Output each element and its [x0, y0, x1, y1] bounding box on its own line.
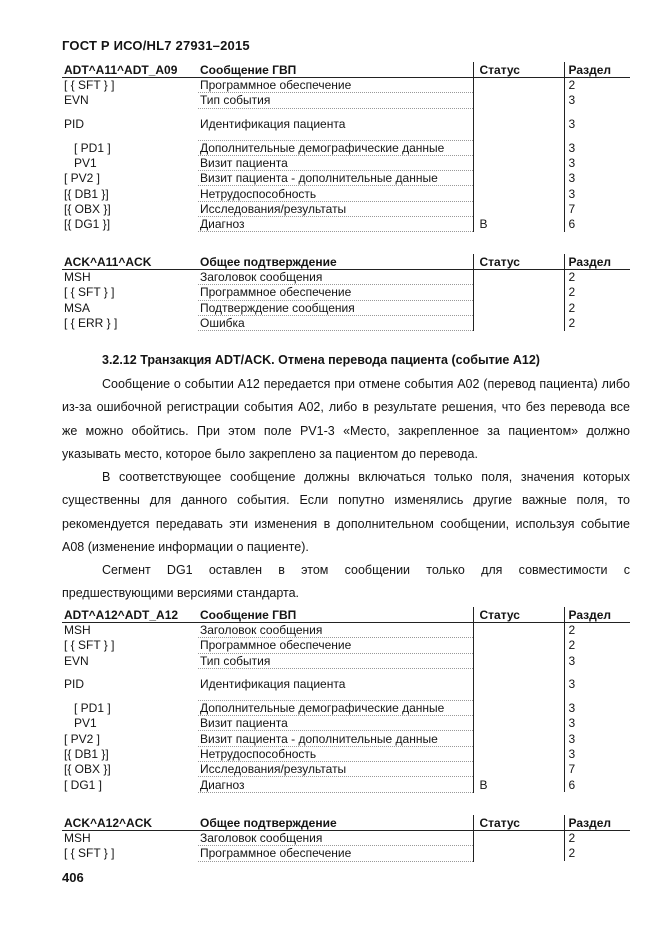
- document-header: ГОСТ Р ИСО/HL7 27931–2015: [62, 38, 250, 53]
- status-cell: [473, 186, 564, 201]
- column-header-status: Статус: [473, 815, 564, 831]
- section-cell: 2: [564, 300, 630, 315]
- segment-cell: [ PD1 ]: [74, 140, 111, 155]
- segment-cell: [{ OBX }]: [64, 201, 111, 216]
- table-header-row: [62, 62, 630, 78]
- description-cell: Идентификация пациента: [198, 108, 473, 140]
- table-row: [62, 731, 630, 746]
- segment-cell: MSH: [64, 623, 91, 638]
- section-cell: 2: [564, 285, 630, 300]
- description-cell: Визит пациента - дополнительные данные: [198, 171, 473, 186]
- segment-cell: [ { ERR } ]: [64, 316, 118, 331]
- description-cell: Программное обеспечение: [198, 638, 473, 653]
- column-header-segment: ADT^A11^ADT_A09: [62, 62, 198, 78]
- status-cell: B: [473, 217, 564, 232]
- table-header-row: [62, 607, 630, 623]
- segment-cell: [ DG1 ]: [64, 777, 103, 792]
- status-cell: [473, 762, 564, 777]
- table-row: [62, 155, 630, 170]
- description-cell: Подтверждение сообщения: [198, 300, 473, 315]
- description-cell: Тип события: [198, 93, 473, 108]
- section-cell: 3: [564, 108, 630, 140]
- description-cell: Дополнительные демографические данные: [198, 700, 473, 715]
- table-row: [62, 846, 630, 861]
- table-row: [62, 285, 630, 300]
- status-cell: [473, 171, 564, 186]
- table-row: [62, 716, 630, 731]
- status-cell: [473, 108, 564, 140]
- segment-cell: [{ OBX }]: [64, 762, 111, 777]
- table-header-row: [62, 815, 630, 831]
- table-row: [62, 186, 630, 201]
- section-cell: 3: [564, 700, 630, 715]
- description-cell: Заголовок сообщения: [198, 270, 473, 285]
- segment-cell: [ { SFT } ]: [64, 285, 115, 300]
- segment-cell: [{ DB1 }]: [64, 746, 109, 761]
- description-cell: Визит пациента: [198, 155, 473, 170]
- description-cell: Нетрудоспособность: [198, 186, 473, 201]
- section-cell: 2: [564, 315, 630, 330]
- column-header-description: Общее подтверждение: [198, 815, 473, 831]
- section-cell: 3: [564, 140, 630, 155]
- status-cell: [473, 831, 564, 846]
- column-header-segment: ACK^A12^ACK: [62, 815, 198, 831]
- segment-cell: EVN: [64, 653, 89, 668]
- status-cell: [473, 285, 564, 300]
- message-table-ack-a11: [62, 254, 630, 331]
- table-row: [62, 777, 630, 792]
- description-cell: Исследования/результаты: [198, 762, 473, 777]
- column-header-description: Общее подтверждение: [198, 254, 473, 270]
- table-row: [62, 831, 630, 846]
- column-header-section: Раздел: [564, 254, 630, 270]
- table-row: [62, 638, 630, 653]
- segment-cell: [ { SFT } ]: [64, 846, 115, 861]
- section-cell: 2: [564, 831, 630, 846]
- table-row: [62, 93, 630, 108]
- description-cell: Заголовок сообщения: [198, 831, 473, 846]
- description-cell: Заголовок сообщения: [198, 623, 473, 638]
- message-table-adt-a12: [62, 607, 630, 793]
- description-cell: Ошибка: [198, 315, 473, 330]
- table-row: [62, 270, 630, 285]
- table-row: [62, 315, 630, 330]
- section-cell: 3: [564, 716, 630, 731]
- description-cell: Диагноз: [198, 217, 473, 232]
- section-cell: 7: [564, 762, 630, 777]
- segment-cell: [ { SFT } ]: [64, 638, 115, 653]
- status-cell: [473, 270, 564, 285]
- description-cell: Нетрудоспособность: [198, 746, 473, 761]
- table-row: [62, 217, 630, 232]
- status-cell: B: [473, 777, 564, 792]
- description-cell: Исследования/результаты: [198, 201, 473, 216]
- table-row: [62, 201, 630, 216]
- table-row: [62, 700, 630, 715]
- description-cell: Программное обеспечение: [198, 846, 473, 861]
- column-header-status: Статус: [473, 254, 564, 270]
- column-header-segment: ADT^A12^ADT_A12: [62, 607, 198, 623]
- section-cell: 3: [564, 171, 630, 186]
- column-header-section: Раздел: [564, 607, 630, 623]
- segment-cell: EVN: [64, 93, 89, 108]
- section-cell: 2: [564, 78, 630, 93]
- table-header-row: [62, 254, 630, 270]
- status-cell: [473, 78, 564, 93]
- table-row: [62, 746, 630, 761]
- description-cell: Тип события: [198, 653, 473, 668]
- segment-cell: PV1: [74, 716, 97, 731]
- status-cell: [473, 653, 564, 668]
- table-row: [62, 171, 630, 186]
- message-table-ack-a12: [62, 815, 630, 862]
- message-table-adt-a11: [62, 62, 630, 232]
- segment-cell: [{ DG1 }]: [64, 217, 111, 232]
- segment-cell: [ PV2 ]: [64, 731, 101, 746]
- status-cell: [473, 140, 564, 155]
- column-header-description: Сообщение ГВП: [198, 607, 473, 623]
- status-cell: [473, 716, 564, 731]
- description-cell: Дополнительные демографические данные: [198, 140, 473, 155]
- segment-cell: [ PD1 ]: [74, 701, 111, 716]
- table-row: [62, 78, 630, 93]
- section-cell: 3: [564, 731, 630, 746]
- section-title: 3.2.12 Транзакция ADT/ACK. Отмена перевода пациента (событие A12): [102, 353, 540, 367]
- paragraph-3: Сегмент DG1 оставлен в этом сообщении только для совместимости с предшествующими версиями стандарта.: [62, 563, 630, 601]
- segment-cell: PID: [64, 677, 85, 692]
- segment-cell: MSH: [64, 270, 91, 285]
- section-cell: 3: [564, 93, 630, 108]
- segment-cell: MSH: [64, 831, 91, 846]
- description-cell: Диагноз: [198, 777, 473, 792]
- column-header-status: Статус: [473, 607, 564, 623]
- status-cell: [473, 638, 564, 653]
- page-number: 406: [62, 870, 84, 885]
- status-cell: [473, 201, 564, 216]
- table-row: [62, 300, 630, 315]
- table-row: [62, 668, 630, 700]
- section-cell: 6: [564, 217, 630, 232]
- section-cell: 3: [564, 186, 630, 201]
- description-cell: Программное обеспечение: [198, 78, 473, 93]
- paragraph-2: В соответствующее сообщение должны включаться только поля, значения которых существенны для данного события. Если попутно изменялись другие важные поля, то рекомендуется передавать эти изменения в дополнительном сообщении, используя событие A08 (изменение информации о пациенте).: [62, 470, 630, 554]
- section-cell: 2: [564, 270, 630, 285]
- column-header-segment: ACK^A11^ACK: [62, 254, 198, 270]
- status-cell: [473, 700, 564, 715]
- section-cell: 3: [564, 653, 630, 668]
- table-row: [62, 623, 630, 638]
- description-cell: Визит пациента: [198, 716, 473, 731]
- status-cell: [473, 155, 564, 170]
- column-header-section: Раздел: [564, 62, 630, 78]
- status-cell: [473, 315, 564, 330]
- segment-cell: [ PV2 ]: [64, 171, 101, 186]
- status-cell: [473, 93, 564, 108]
- table-row: [62, 140, 630, 155]
- section-cell: 2: [564, 846, 630, 861]
- description-cell: Идентификация пациента: [198, 668, 473, 700]
- table-row: [62, 762, 630, 777]
- status-cell: [473, 846, 564, 861]
- column-header-section: Раздел: [564, 815, 630, 831]
- section-cell: 7: [564, 201, 630, 216]
- segment-cell: PV1: [74, 156, 97, 171]
- section-cell: 2: [564, 638, 630, 653]
- section-cell: 3: [564, 746, 630, 761]
- table-row: [62, 108, 630, 140]
- section-cell: 2: [564, 623, 630, 638]
- section-cell: 3: [564, 668, 630, 700]
- status-cell: [473, 300, 564, 315]
- paragraph-1: Сообщение о событии A12 передается при отмене события A02 (перевод пациента) либо из-за ошибочной регистрации события A02, либо в результате решения, что без перевода все же можно обойтись. При этом поле PV1-3 «Место, закрепленное за пациентом» должно указывать место, которое было закреплено за пациентом до перевода.: [62, 377, 630, 461]
- segment-cell: MSA: [64, 300, 91, 315]
- column-header-description: Сообщение ГВП: [198, 62, 473, 78]
- column-header-status: Статус: [473, 62, 564, 78]
- description-cell: Программное обеспечение: [198, 285, 473, 300]
- status-cell: [473, 668, 564, 700]
- segment-cell: [ { SFT } ]: [64, 78, 115, 93]
- section-cell: 6: [564, 777, 630, 792]
- status-cell: [473, 746, 564, 761]
- status-cell: [473, 731, 564, 746]
- section-cell: 3: [564, 155, 630, 170]
- status-cell: [473, 623, 564, 638]
- description-cell: Визит пациента - дополнительные данные: [198, 731, 473, 746]
- table-row: [62, 653, 630, 668]
- segment-cell: [{ DB1 }]: [64, 186, 109, 201]
- segment-cell: PID: [64, 117, 85, 132]
